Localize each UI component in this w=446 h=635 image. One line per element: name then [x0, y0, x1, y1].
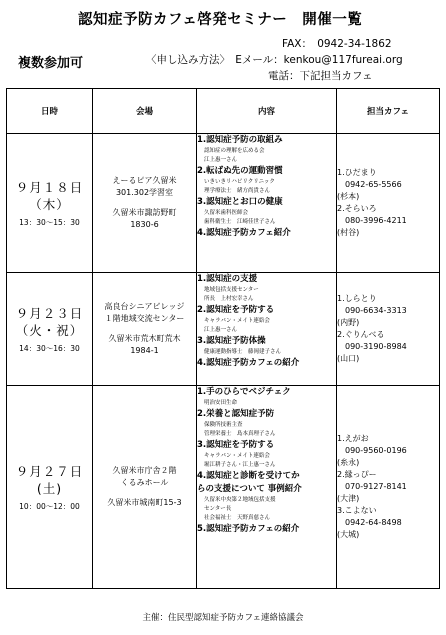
content-speaker: 健康運動指導士 藤岡建子さん [204, 349, 282, 355]
table-row [7, 134, 440, 273]
date-cell [7, 134, 93, 273]
content-speaker: 管理栄養士 島本真理子さん [204, 431, 276, 437]
phone-note: 電話：下記担当カフェ [268, 70, 373, 82]
cafe-contact: (大城) [337, 530, 360, 539]
venue-gap [93, 199, 196, 207]
content-cell [197, 386, 337, 589]
content-speaker: 社会福祉士 天野真慈さん [204, 515, 271, 521]
cafe-name: 2.縁っぴー [337, 470, 377, 479]
content-item: 2.栄養と認知症予防 [197, 409, 275, 419]
venue-line: １階地域交流センター [104, 314, 185, 323]
event-weekday: （火・祝） [15, 322, 84, 338]
content-speaker: センター長 [204, 506, 232, 512]
content-speaker: 明治安田生命 [204, 400, 238, 406]
cafe-phone: 0942-64-8498 [345, 518, 402, 527]
content-speaker: 久留米歯科医師会 [204, 210, 249, 216]
content-item: 4.認知症予防カフェ紹介 [197, 228, 291, 238]
venue-line: 301.302学習室 [115, 188, 174, 197]
date-cell [7, 386, 93, 589]
application-method: 〈申し込み方法〉 Eメール：kenkou@117fureai.org [146, 54, 403, 66]
table-row [7, 386, 440, 589]
venue-cell [93, 273, 197, 386]
event-weekday: (土) [36, 480, 63, 496]
content-item: 1.手のひらでベジチェク [197, 387, 291, 397]
content-item: 2.認知症を予防する [197, 305, 275, 315]
content-speaker: 歯科衛生士 江崎佳世子さん [204, 219, 276, 225]
venue-cell [93, 134, 197, 273]
cafe-name: 1.しらとり [337, 294, 377, 303]
cafe-contact: (杉本) [337, 192, 360, 201]
organizer-footer: 主催：住民型認知症予防カフェ連絡協議会 [142, 613, 304, 623]
content-speaker: 堀江耕子さん・江上惠一さん [204, 462, 276, 468]
content-item: 3.認知症を予防する [197, 440, 275, 450]
venue-line: 1830-6 [130, 220, 159, 229]
cafe-cell [337, 386, 440, 589]
header-cafe: 担当カフェ [337, 89, 440, 134]
header-datetime: 日時 [7, 89, 93, 134]
venue-line: 久留米市荒木町荒木 [108, 334, 181, 343]
cafe-contact: (大津) [337, 494, 360, 503]
header-venue: 会場 [93, 89, 197, 134]
event-date: ９月２３日 [15, 305, 84, 321]
venue-line: 久留米市諏訪野町 [112, 208, 177, 217]
event-time: 14：30～16：30 [19, 343, 80, 353]
cafe-contact: (内野) [337, 318, 360, 327]
venue-line: えーるピア久留米 [112, 176, 177, 185]
content-item: 4.認知症予防カフェの紹介 [197, 358, 300, 368]
fax-number: FAX： 0942-34-1862 [282, 38, 392, 50]
content-item: 2.転ばぬ先の運動習慣 [197, 166, 283, 176]
content-item: 5.認知症予防カフェの紹介 [197, 524, 300, 534]
content-cell [197, 134, 337, 273]
venue-line: 1984-1 [130, 346, 159, 355]
content-speaker: 江上惠一さん [204, 157, 238, 163]
content-speaker: 保険所技術主査 [204, 422, 243, 428]
venue-gap [93, 489, 196, 497]
content-speaker: 久留米中央第２地域包括支援 [204, 497, 276, 503]
seminar-table [6, 88, 440, 589]
page-title: 認知症予防カフェ啓発セミナー 開催一覧 [78, 12, 363, 28]
multiple-participation-note: 複数参加可 [18, 56, 84, 71]
content-speaker: いきいきリハビリクリニック [204, 179, 275, 185]
cafe-phone: 090-9560-0196 [345, 446, 407, 455]
venue-line: くるみホール [120, 478, 169, 487]
cafe-name: 1.えがお [337, 434, 369, 443]
event-time: 13：30～15：30 [19, 217, 80, 227]
event-date: ９月１８日 [15, 179, 84, 195]
event-weekday: （木） [29, 196, 70, 212]
cafe-phone: 090-3190-8984 [345, 342, 407, 351]
content-speaker: 所長 上村宏幸さん [204, 296, 254, 302]
content-speaker: 理学療法士 緒方尚貴さん [204, 188, 271, 194]
cafe-contact: (糸永) [337, 458, 360, 467]
cafe-cell [337, 273, 440, 386]
content-item: 1.認知症の支援 [197, 274, 258, 284]
event-date: ９月２７日 [15, 463, 84, 479]
venue-gap [93, 325, 196, 333]
cafe-name: 2.ぐりんべる [337, 330, 385, 339]
table-row [7, 273, 440, 386]
content-item: 3.認知症予防体操 [197, 336, 266, 346]
date-cell [7, 273, 93, 386]
event-time: 10：00～12：00 [19, 501, 80, 511]
cafe-phone: 070-9127-8141 [345, 482, 407, 491]
header-content: 内容 [197, 89, 337, 134]
cafe-phone: 080-3996-4211 [345, 216, 407, 225]
venue-line: 高良台シニアビレッジ [104, 302, 185, 311]
cafe-name: 3.こよない [337, 506, 377, 515]
content-item: 3.認知症とお口の健康 [197, 197, 283, 207]
content-speaker: キャラバン・メイト連絡会 [204, 453, 270, 459]
venue-line: 久留米市城南町15-3 [107, 498, 182, 507]
table-header-row [7, 89, 440, 134]
cafe-name: 2.そらいろ [337, 204, 377, 213]
cafe-contact: (村谷) [337, 228, 360, 237]
content-item: 4.認知症と診断を受けてか [197, 471, 300, 481]
venue-cell [93, 386, 197, 589]
content-speaker: 認知症の理解を広める会 [204, 148, 265, 154]
content-cell [197, 273, 337, 386]
content-item: らの支援について 事例紹介 [197, 484, 302, 494]
cafe-phone: 0942-65-5566 [345, 180, 402, 189]
content-speaker: キャラバン・メイト連絡会 [204, 318, 270, 324]
cafe-name: 1.ひだまり [337, 168, 377, 177]
cafe-cell [337, 134, 440, 273]
content-item: 1.認知症予防の取組み [197, 135, 283, 145]
content-speaker: 地域包括支援センター [204, 287, 259, 293]
cafe-phone: 090-6634-3313 [345, 306, 407, 315]
content-speaker: 江上惠一さん [204, 327, 238, 333]
venue-line: 久留米市庁舎２階 [112, 466, 177, 475]
cafe-contact: (山口) [337, 354, 360, 363]
